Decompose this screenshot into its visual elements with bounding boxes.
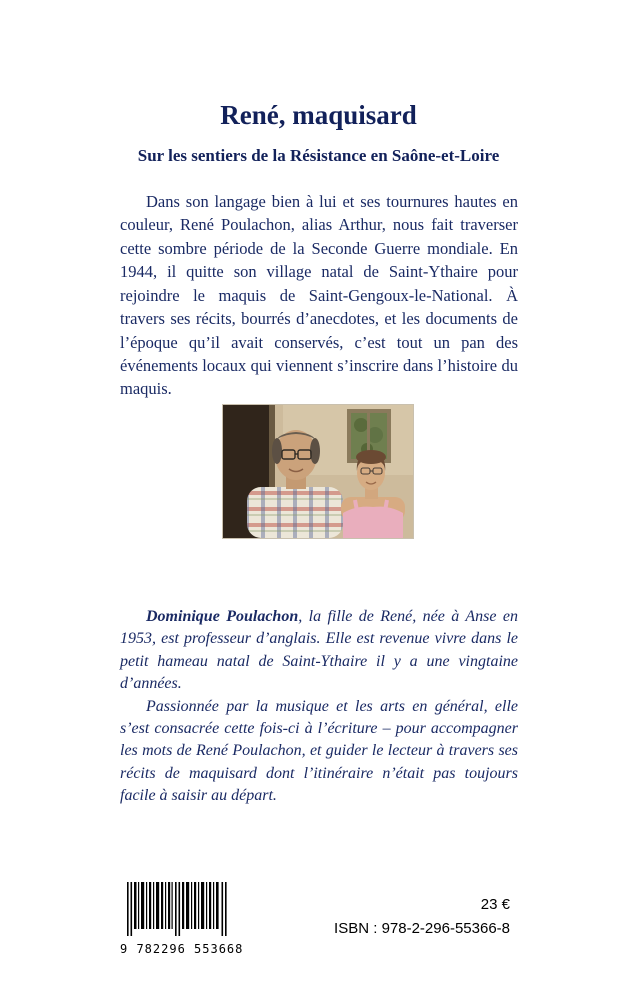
barcode-number: 9 782296 553668	[120, 942, 244, 956]
bio-paragraph-1	[120, 606, 518, 696]
price: 23 €	[480, 896, 510, 913]
photo-image	[223, 405, 413, 538]
isbn-value: 978-2-296-55366-8	[381, 920, 510, 937]
book-title: René, maquisard	[220, 100, 417, 130]
author-bio	[120, 606, 518, 808]
isbn-line	[334, 920, 510, 937]
barcode-bars	[121, 882, 231, 936]
synopsis-paragraph: Dans son langage bien à lui et ses tournures hautes en couleur, René Poulachon, alias Arthur, nous fait traverser cette sombre période de la Seconde Guerre mondiale. En 1944, il quitte son village natal de Saint-Ythaire pour rejoindre le maquis de Saint-Gengoux-le-National. À travers ses récits, bourrés d’anecdotes, et les documents de l’époque qu’il avait conservés, c’est tout un pan des événements locaux qui viennent s’inscrire dans l’histoire du maquis.	[120, 192, 518, 399]
author-name: Dominique Poulachon	[146, 608, 299, 625]
barcode	[120, 882, 244, 956]
price-isbn-block	[334, 896, 510, 937]
bio-paragraph-2: Passionnée par la musique et les arts en général, elle s’est consacrée cette fois-ci à l’écriture – pour accompagner les mots de René Poulachon, et guider le lecteur à travers ses récits de maquisard dont l’itinéraire n’était pas toujours facile à saisir au départ.	[120, 697, 518, 805]
cover-photo	[223, 405, 413, 538]
bio-paragraph-1-text: , la fille de René, née à Anse en 1953, est professeur d’anglais. Elle est revenue vivre dans le petit hameau natal de Saint-Ythaire il y a une vingtaine d’années.	[120, 608, 518, 693]
book-subtitle: Sur les sentiers de la Résistance en Saône-et-Loire	[137, 146, 500, 165]
isbn-label: ISBN :	[334, 920, 378, 937]
